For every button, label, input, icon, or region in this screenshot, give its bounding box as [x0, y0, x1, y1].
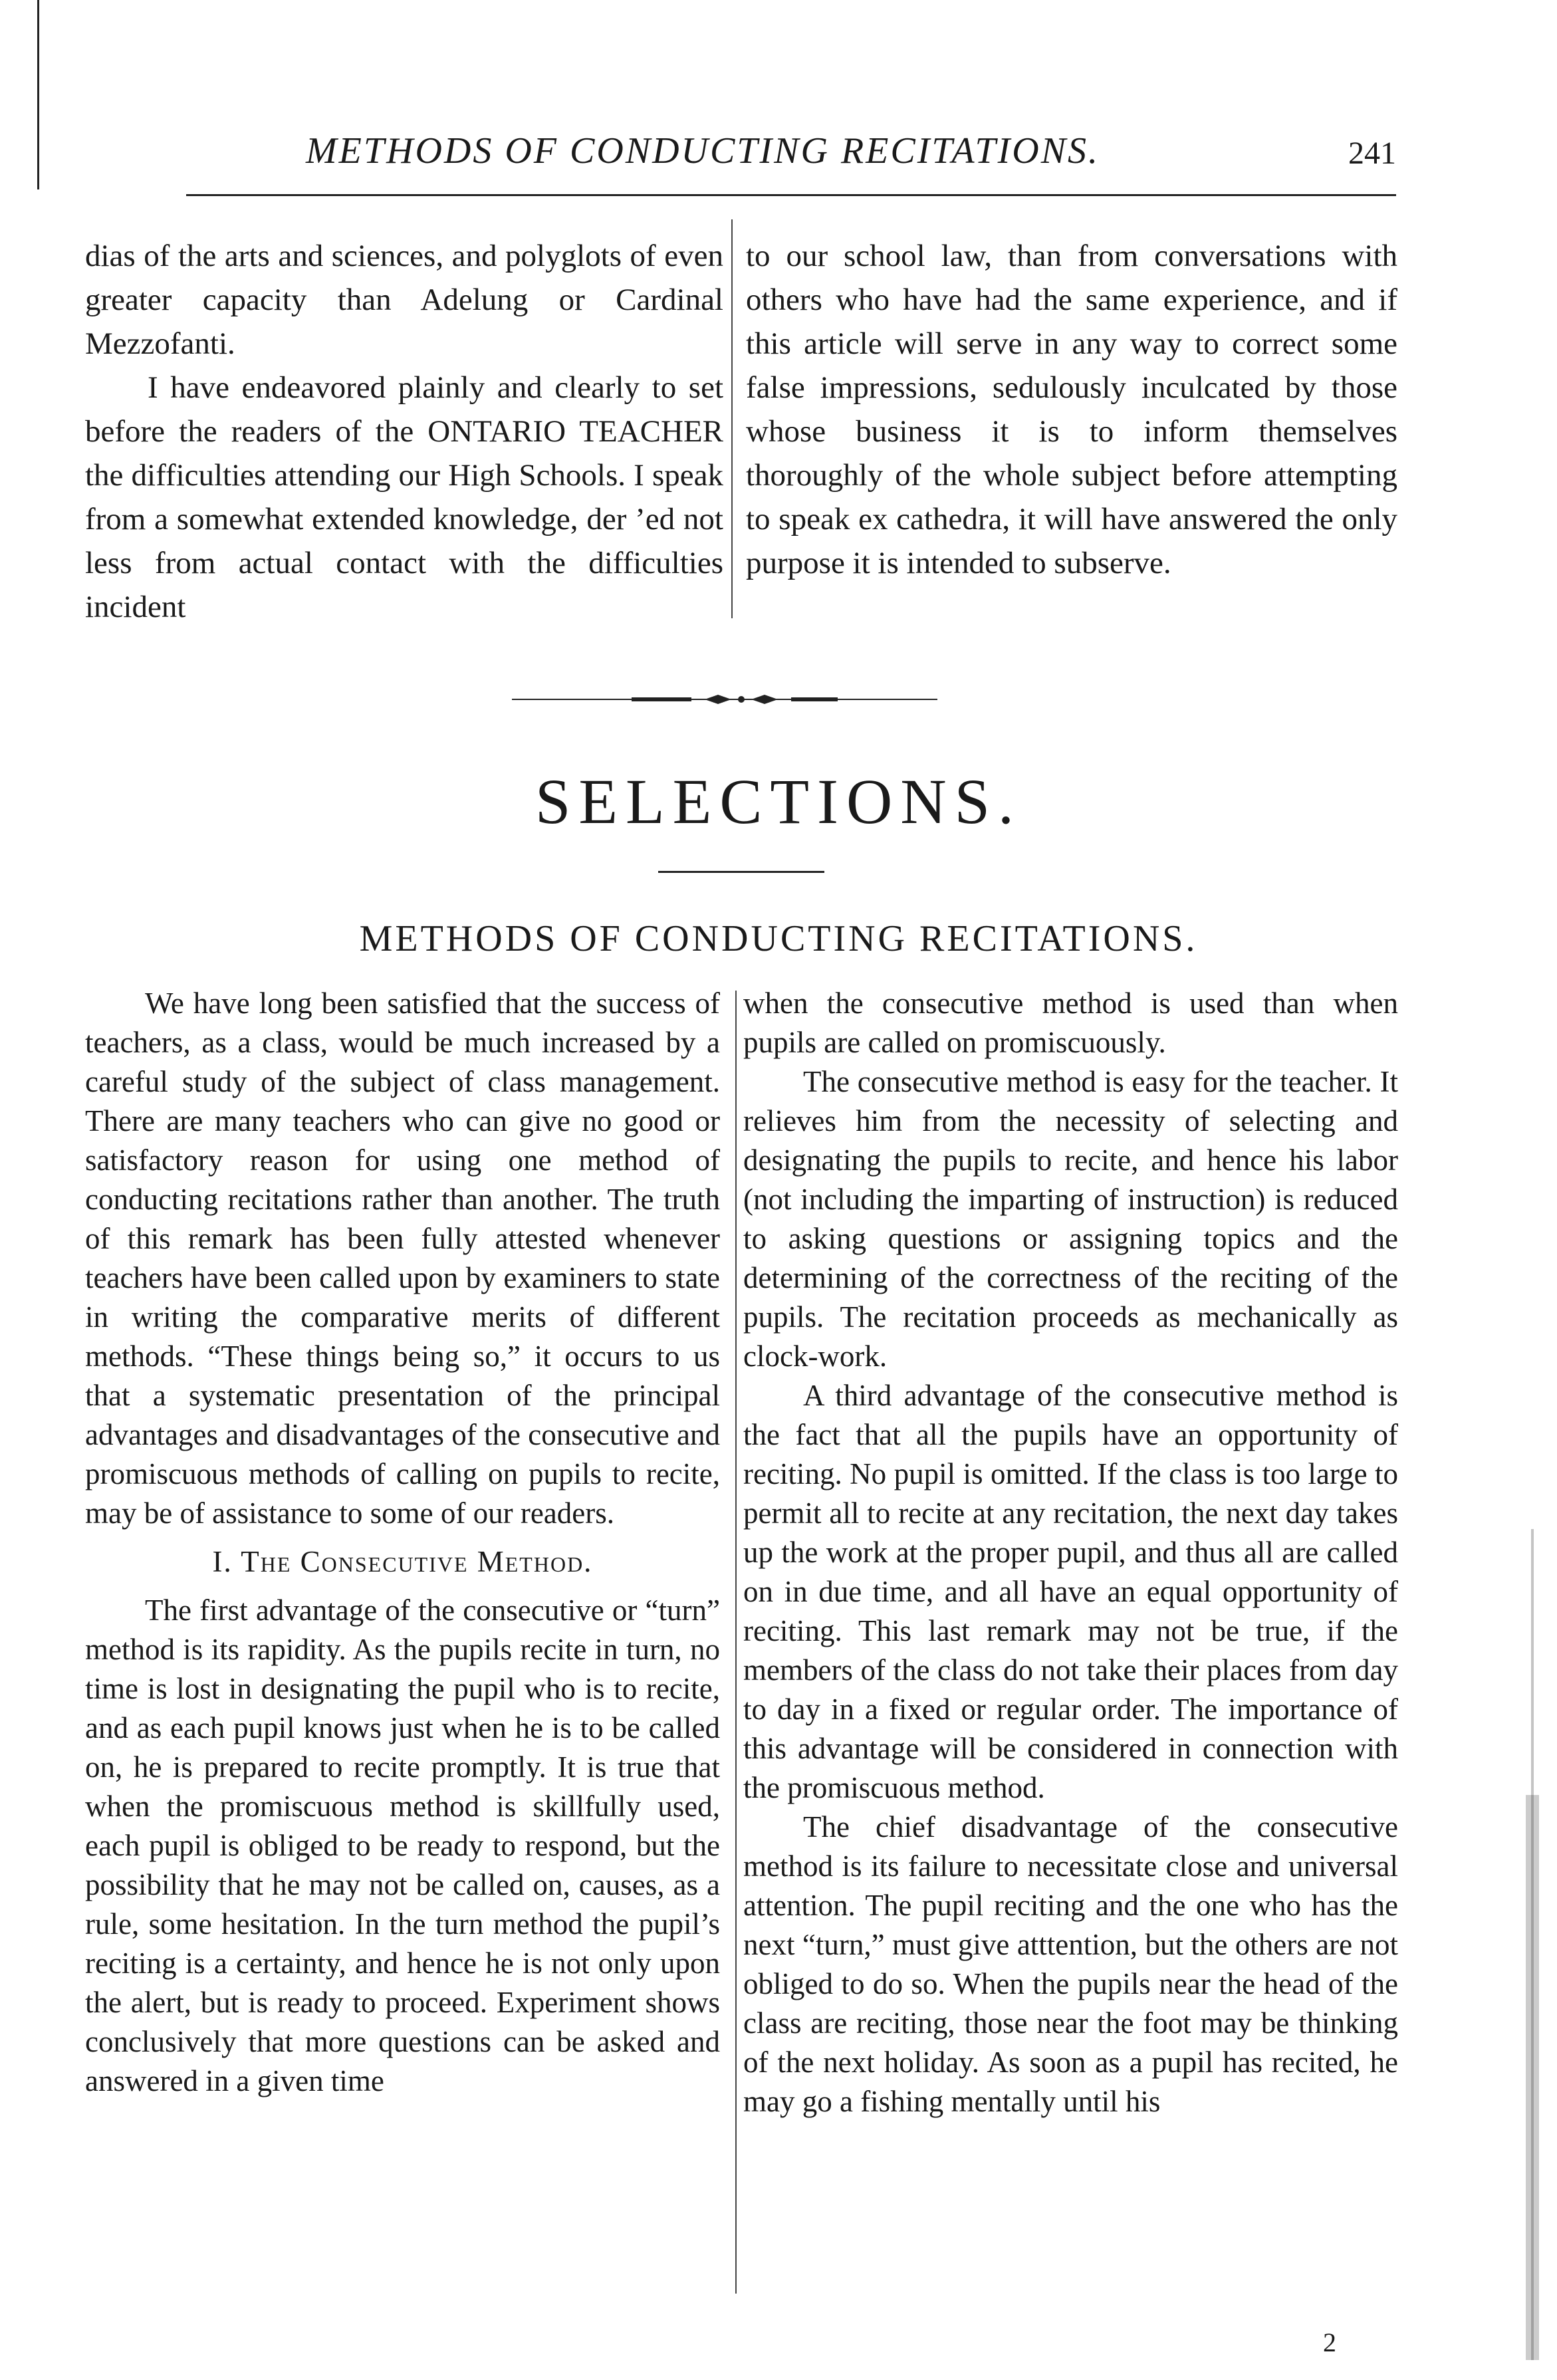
article-title: METHODS OF CONDUCTING RECITATIONS.	[359, 918, 1198, 959]
paragraph: The chief disadvantage of the consecutive method is its failure to necessitate close and universal attention. The pupil reciting and the one who has the next “turn,” must give atttention, but the others are not obliged to do so. When the pupils near the head of the class are reciting, those near the foot may be thinking of the next holiday. As soon as a pupil has recited, he may go a fishing mentally until his	[743, 1810, 1398, 2118]
paragraph: The first advantage of the consecutive or “turn” method is its rapidity. As the pupils recite in turn, no time is lost in designating the pupil who is to recite, and as each pupil knows just when he is to be called on, he is prepared to recite promptly. It is true that when the promiscuous method is skillfully used, each pupil is obliged to be ready to respond, but the possibility that he may not be called on, causes, as a rule, some hesitation. In the turn method the pupil’s reciting is a certainty, and hence he is not only upon the alert, but is ready to proceed. Experiment shows conclusively that more questions can be asked and answered in a given time	[85, 1594, 720, 2097]
running-header	[186, 130, 1396, 183]
paragraph: The consecutive method is easy for the teacher. It relieves him from the necessity of selecting and designating the pupils to recite, and hence his labor (not including the imparting of instruction) is reduced to asking questions or assigning topics and the determining of the correctness of the reciting of the pupils. The recitation proceeds as mechanically as clock-work.	[743, 1065, 1398, 1373]
ornamental-divider	[512, 691, 937, 707]
running-title: METHODS OF CONDUCTING RECITATIONS.	[306, 130, 1100, 172]
column-divider-bottom	[735, 991, 737, 2294]
section-heading: SELECTIONS.	[535, 766, 1022, 837]
binding-edge-line	[37, 0, 39, 189]
article-right-column	[743, 984, 1398, 2314]
paragraph: when the consecutive method is used than when pupils are called on promiscuously.	[743, 987, 1398, 1059]
header-rule	[186, 194, 1396, 196]
top-left-column	[85, 234, 723, 633]
column-divider-top	[731, 219, 733, 618]
page-number: 241	[1348, 136, 1396, 171]
signature-mark: 2	[1323, 2327, 1336, 2357]
top-right-column	[746, 234, 1397, 633]
section-rule	[658, 871, 824, 873]
article-left-column	[85, 984, 720, 2314]
paragraph: I have endeavored plainly and clearly to set before the readers of the ONTARIO TEACHER the difficulties attending our High Schools. I speak from a somewhat extended knowledge, der ’ed not less from actual contact with the difficulties incident	[85, 370, 723, 624]
paragraph: A third advantage of the consecutive method is the fact that all the pupils have an opportunity of reciting. No pupil is omitted. If the class is too large to permit all to recite at any recitation, the next day takes up the work at the proper pupil, and thus all are called on in due time, and all have an equal opportunity of reciting. This last remark may not be true, if the members of the class do not take their places from day to day in a fixed or regular order. The importance of this advantage will be considered in connection with the promiscuous method.	[743, 1379, 1398, 1804]
paragraph: dias of the arts and sciences, and polyglots of even greater capacity than Adelung or Cardinal Mezzofanti.	[85, 239, 723, 361]
scan-edge-noise	[1519, 1529, 1546, 2360]
paragraph: We have long been satisfied that the success of teachers, as a class, would be much increased by a careful study of the subject of class management. There are many teachers who can give no good or satisfactory reason for using one method of conducting recitations rather than another. The truth of this remark has been fully attested whenever teachers have been called upon by examiners to state in writing the comparative merits of different methods. “These things being so,” it occurs to us that a systematic presentation of the principal advantages and disadvantages of the consecutive and promiscuous methods of calling on pupils to recite, may be of assistance to some of our readers.	[85, 987, 720, 1530]
paragraph: to our school law, than from conversations with others who have had the same experience, and if this article will serve in any way to correct some false impressions, sedulously inculcated by those whose business it is to inform themselves thoroughly of the whole subject before attempting to speak ex cathedra, it will have answered the only purpose it is intended to subserve.	[746, 239, 1397, 580]
subheading: I. The Consecutive Method.	[212, 1545, 593, 1578]
